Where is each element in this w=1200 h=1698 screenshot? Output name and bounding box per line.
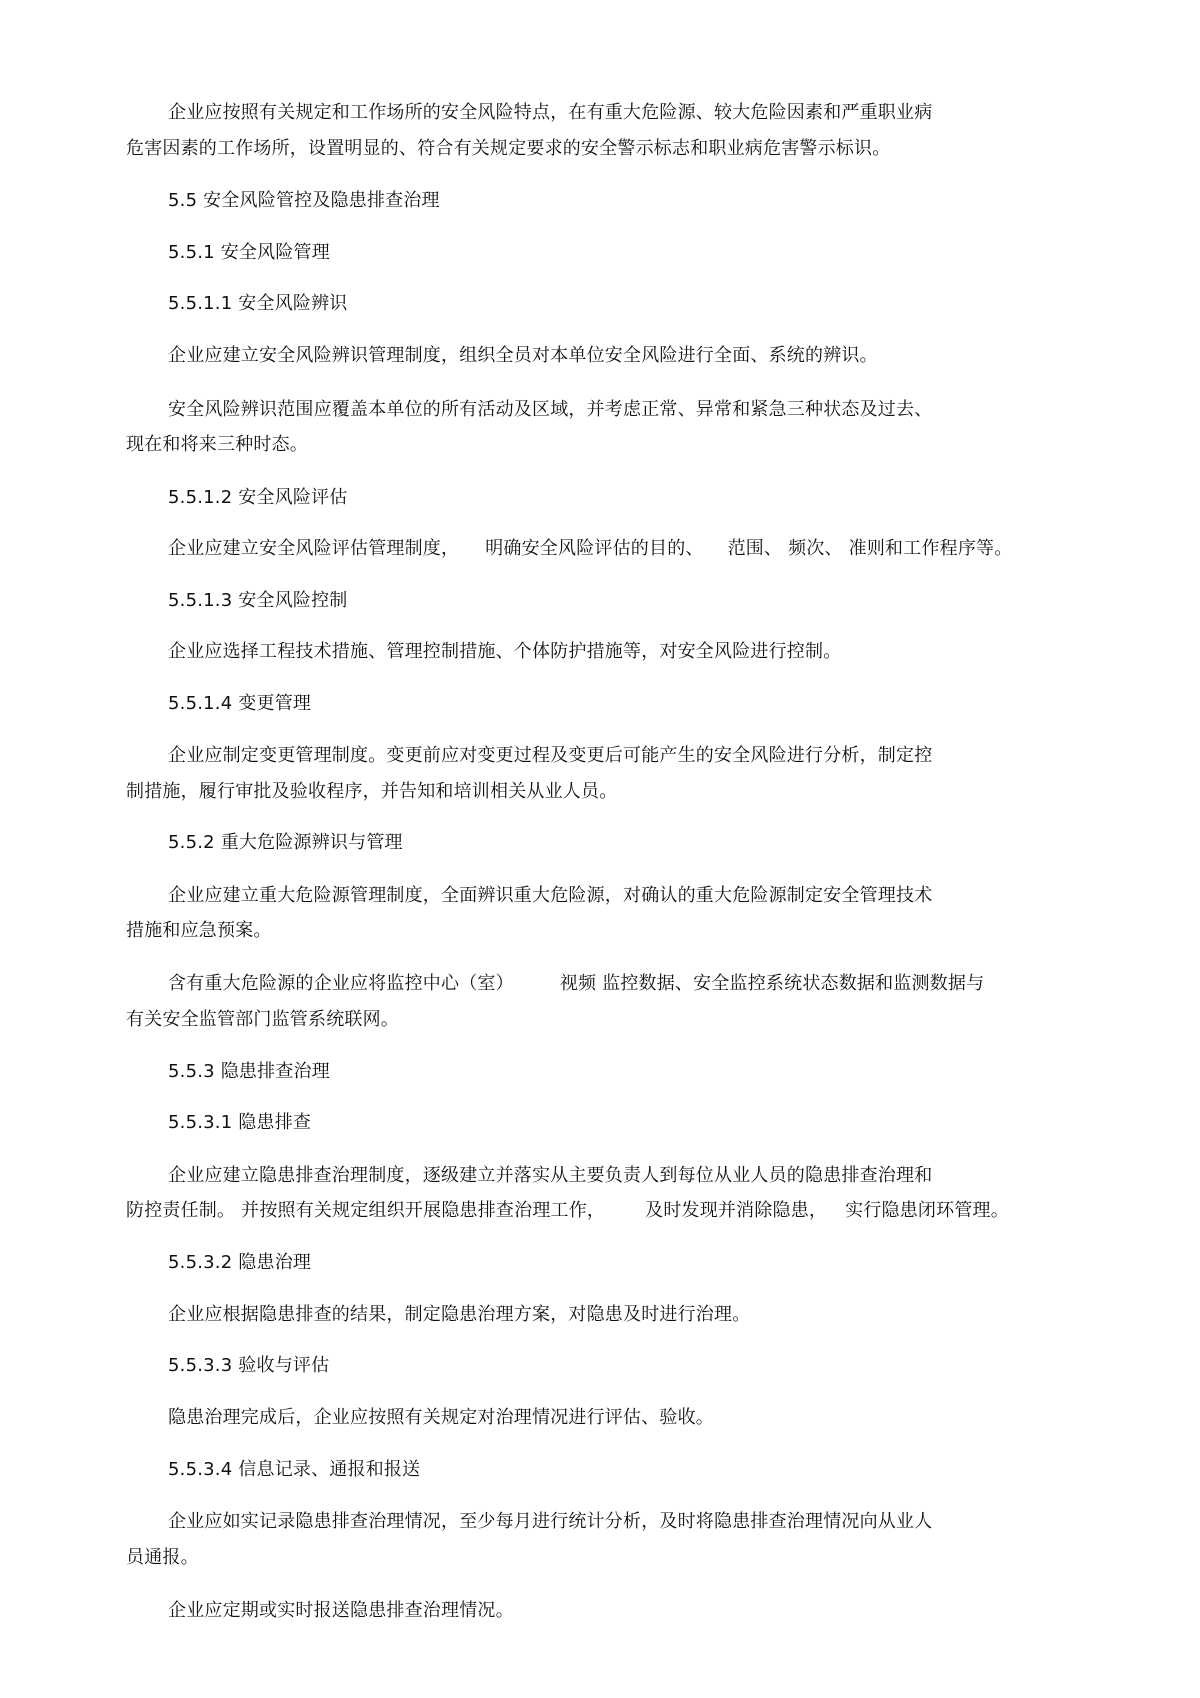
paragraph-line: 企业应建立隐患排查治理制度，逐级建立并落实从主要负责人到每位从业人员的隐患排查治理和 — [168, 1165, 933, 1186]
text-segment: 企业应建立安全风险评估管理制度， — [168, 538, 460, 559]
paragraph-line — [168, 972, 984, 996]
text-segment: 视频 监控数据、安全监控系统状态数据和监测数据与 — [559, 973, 985, 994]
paragraph-line: 措施和应急预案。 — [126, 920, 272, 941]
section-heading: 5.5.3.2 隐患治理 — [168, 1252, 312, 1273]
section-heading: 5.5.1.4 变更管理 — [168, 693, 312, 714]
section-heading: 5.5.1.1 安全风险辨识 — [168, 293, 348, 314]
section-heading: 5.5.3.3 验收与评估 — [168, 1355, 330, 1376]
paragraph-line — [126, 1199, 1009, 1223]
text-segment: 明确安全风险评估的目的、 — [485, 538, 704, 559]
section-heading: 5.5.3.4 信息记录、通报和报送 — [168, 1459, 421, 1480]
paragraph-line: 企业应如实记录隐患排查治理情况，至少每月进行统计分析，及时将隐患排查治理情况向从业人 — [168, 1511, 933, 1532]
section-heading: 5.5.1.3 安全风险控制 — [168, 590, 348, 611]
text-segment: 防控责任制。 并按照有关规定组织开展隐患排查治理工作， — [126, 1200, 606, 1221]
paragraph-line: 企业应建立重大危险源管理制度，全面辨识重大危险源，对确认的重大危险源制定安全管理技术 — [168, 885, 933, 906]
paragraph-line: 危害因素的工作场所，设置明显的、符合有关规定要求的安全警示标志和职业病危害警示标识。 — [126, 138, 891, 159]
section-heading: 5.5 安全风险管控及隐患排查治理 — [168, 190, 440, 211]
section-heading: 5.5.1.2 安全风险评估 — [168, 487, 348, 508]
text-segment: 含有重大危险源的企业应将监控中心（室） — [168, 973, 514, 994]
paragraph-line: 制措施，履行审批及验收程序，并告知和培训相关从业人员。 — [126, 781, 618, 802]
section-heading: 5.5.3.1 隐患排查 — [168, 1112, 312, 1133]
paragraph-line: 企业应根据隐患排查的结果，制定隐患治理方案，对隐患及时进行治理。 — [168, 1304, 751, 1325]
section-heading: 5.5.1 安全风险管理 — [168, 242, 330, 263]
paragraph-line: 员通报。 — [126, 1547, 199, 1568]
section-heading: 5.5.2 重大危险源辨识与管理 — [168, 832, 403, 853]
text-segment: 实行隐患闭环管理。 — [845, 1200, 1009, 1221]
paragraph-line: 有关安全监管部门监管系统联网。 — [126, 1009, 399, 1030]
paragraph-line: 企业应选择工程技术措施、管理控制措施、个体防护措施等，对安全风险进行控制。 — [168, 641, 842, 662]
paragraph-line: 企业应建立安全风险辨识管理制度，组织全员对本单位安全风险进行全面、系统的辨识。 — [168, 345, 878, 366]
section-heading: 5.5.3 隐患排查治理 — [168, 1061, 330, 1082]
paragraph-line: 企业应按照有关规定和工作场所的安全风险特点，在有重大危险源、较大危险因素和严重职业病 — [168, 102, 933, 123]
paragraph-line: 企业应制定变更管理制度。变更前应对变更过程及变更后可能产生的安全风险进行分析，制定控 — [168, 745, 933, 766]
paragraph-line — [168, 537, 1012, 561]
paragraph-line: 隐患治理完成后，企业应按照有关规定对治理情况进行评估、验收。 — [168, 1407, 714, 1428]
text-segment: 及时发现并消除隐患， — [645, 1200, 828, 1221]
paragraph-line: 企业应定期或实时报送隐患排查治理情况。 — [168, 1600, 514, 1621]
text-segment: 范围、 频次、 准则和工作程序等。 — [727, 538, 1013, 559]
paragraph-line: 现在和将来三种时态。 — [126, 434, 308, 455]
paragraph-line: 安全风险辨识范围应覆盖本单位的所有活动及区域，并考虑正常、异常和紧急三种状态及过去、 — [168, 399, 933, 420]
